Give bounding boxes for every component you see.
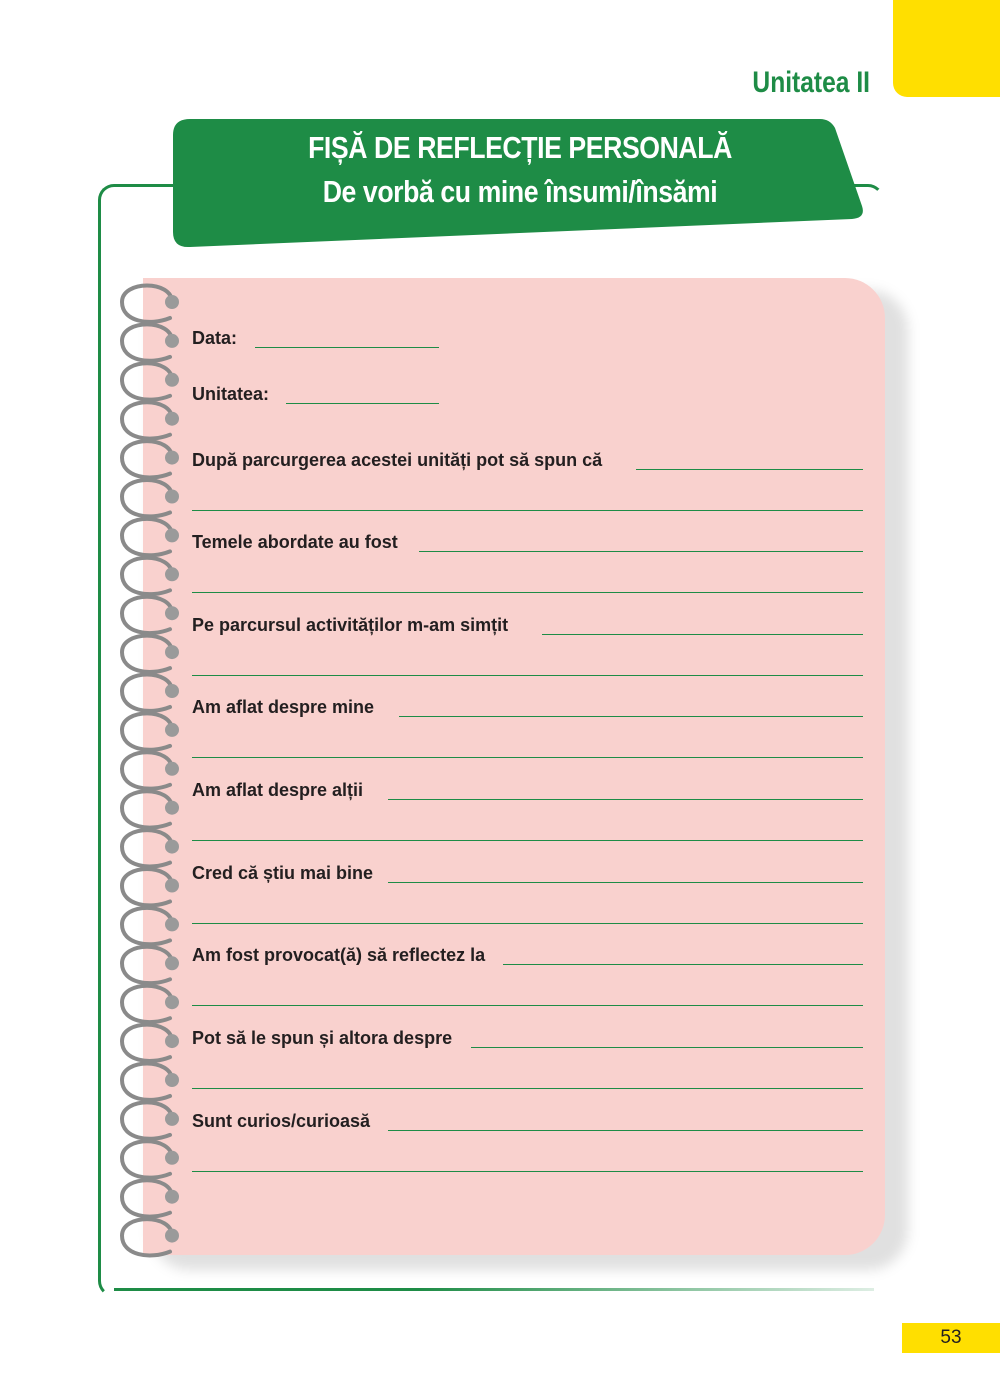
spiral-ring xyxy=(122,1141,179,1177)
spiral-binding xyxy=(110,262,190,1262)
spiral-ring xyxy=(122,1219,179,1255)
spiral-ring xyxy=(122,947,179,983)
answer-line[interactable] xyxy=(388,882,863,883)
spiral-ring xyxy=(122,480,179,516)
prompt-label: Am aflat despre mine xyxy=(192,697,375,717)
answer-line[interactable] xyxy=(471,1047,863,1048)
spiral-ring xyxy=(122,713,179,749)
spiral-ring xyxy=(122,791,179,827)
prompt-label: Cred că știu mai bine xyxy=(192,863,374,883)
spiral-ring xyxy=(122,324,179,360)
prompt-label: Sunt curios/curioasă xyxy=(192,1111,371,1131)
answer-line[interactable] xyxy=(388,1130,863,1131)
answer-line[interactable] xyxy=(192,1005,863,1006)
prompt-label: Am fost provocat(ă) să reflectez la xyxy=(192,945,486,965)
spiral-ring xyxy=(122,597,179,633)
unit-field-label: Unitatea: xyxy=(192,384,270,404)
spiral-ring xyxy=(122,1025,179,1061)
prompt-label: Am aflat despre alții xyxy=(192,780,364,800)
unit-field[interactable] xyxy=(286,403,439,404)
spiral-ring xyxy=(122,402,179,438)
answer-line[interactable] xyxy=(636,469,863,470)
spiral-ring xyxy=(122,558,179,594)
page-title: FIȘĂ DE REFLECȚIE PERSONALĂ xyxy=(308,130,732,165)
date-field[interactable] xyxy=(255,347,439,348)
prompt-label: Pe parcursul activităților m-am simțit xyxy=(192,615,509,635)
spiral-ring xyxy=(122,363,179,399)
answer-line[interactable] xyxy=(542,634,863,635)
spiral-ring xyxy=(122,636,179,672)
spiral-ring xyxy=(122,519,179,555)
answer-line[interactable] xyxy=(192,840,863,841)
spiral-ring xyxy=(122,1180,179,1216)
answer-line[interactable] xyxy=(192,757,863,758)
answer-line[interactable] xyxy=(419,551,863,552)
answer-line[interactable] xyxy=(192,1171,863,1172)
answer-line[interactable] xyxy=(192,1088,863,1089)
prompt-label: Pot să le spun și altora despre xyxy=(192,1028,453,1048)
spiral-ring xyxy=(122,1102,179,1138)
spiral-ring xyxy=(122,675,179,711)
date-label: Data: xyxy=(192,328,238,348)
answer-line[interactable] xyxy=(192,592,863,593)
spiral-ring xyxy=(122,830,179,866)
spiral-ring xyxy=(122,286,179,322)
spiral-ring xyxy=(122,986,179,1022)
frame-outline-bottom xyxy=(114,1288,874,1291)
page-subtitle: De vorbă cu mine însumi/însămi xyxy=(322,174,718,209)
answer-line[interactable] xyxy=(192,510,863,511)
spiral-ring xyxy=(122,441,179,477)
spiral-ring xyxy=(122,1064,179,1100)
notebook-page xyxy=(143,278,885,1255)
page-number: 53 xyxy=(902,1323,1000,1353)
prompt-label: Temele abordate au fost xyxy=(192,532,398,552)
answer-line[interactable] xyxy=(192,923,863,924)
answer-line[interactable] xyxy=(388,799,863,800)
spiral-ring xyxy=(122,869,179,905)
answer-line[interactable] xyxy=(192,675,863,676)
unit-label: Unitatea II xyxy=(752,66,870,99)
spiral-ring xyxy=(122,908,179,944)
prompt-label: După parcurgerea acestei unități pot să spun că xyxy=(192,450,603,470)
spiral-ring xyxy=(122,752,179,788)
answer-line[interactable] xyxy=(503,964,863,965)
answer-line[interactable] xyxy=(399,716,863,717)
